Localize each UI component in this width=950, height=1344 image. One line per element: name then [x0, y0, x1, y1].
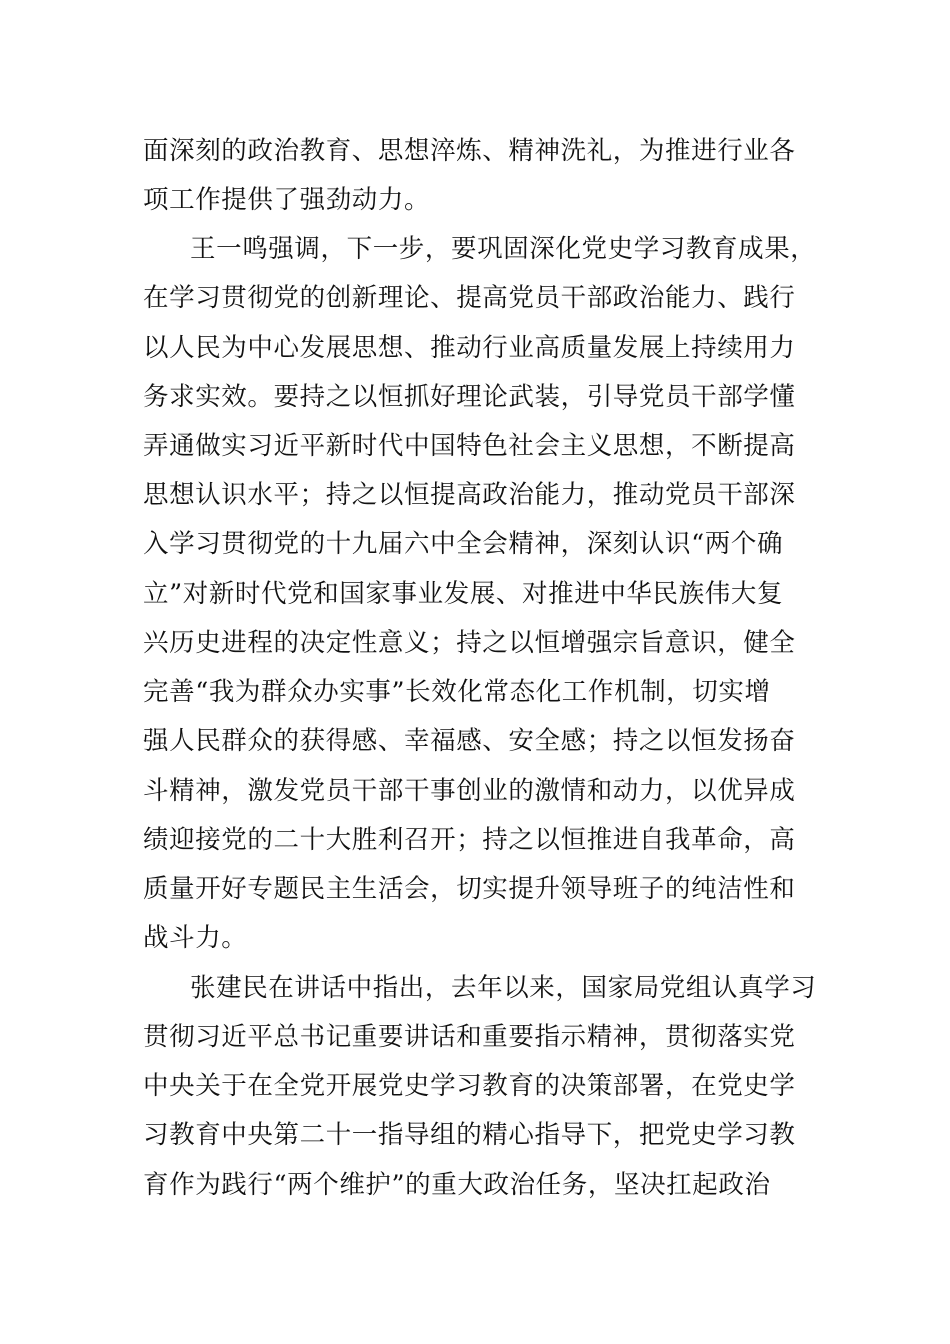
text-line: 在学习贯彻党的创新理论、提高党员干部政治能力、践行	[143, 283, 796, 313]
text-line: 项工作提供了强劲动力。	[143, 185, 431, 215]
text-line: 完善“我为群众办实事”长效化常态化工作机制，切实增	[143, 677, 771, 707]
text-line: 入学习贯彻党的十九届六中全会精神，深刻认识“两个确	[143, 529, 784, 559]
text-line: 中央关于在全党开展党史学习教育的决策部署，在党史学	[143, 1071, 796, 1101]
text-line: 习教育中央第二十一指导组的精心指导下，把党史学习教	[143, 1120, 796, 1150]
text-line: 强人民群众的获得感、幸福感、安全感；持之以恒发扬奋	[143, 726, 796, 756]
paragraph-start-line: 张建民在讲话中指出，去年以来，国家局党组认真学习	[190, 973, 817, 1003]
text-line: 贯彻习近平总书记重要讲话和重要指示精神，贯彻落实党	[143, 1022, 796, 1052]
text-line: 质量开好专题民主生活会，切实提升领导班子的纯洁性和	[143, 874, 796, 904]
text-line: 育作为践行“两个维护”的重大政治任务，坚决扛起政治	[143, 1170, 771, 1200]
text-line: 思想认识水平；持之以恒提高政治能力，推动党员干部深	[143, 480, 796, 510]
text-line: 务求实效。要持之以恒抓好理论武装，引导党员干部学懂	[143, 382, 796, 412]
text-line: 弄通做实习近平新时代中国特色社会主义思想，不断提高	[143, 431, 796, 461]
text-line: 斗精神，激发党员干部干事创业的激情和动力，以优异成	[143, 776, 796, 806]
paragraph-start-line: 王一鸣强调，下一步，要巩固深化党史学习教育成果，	[190, 234, 817, 264]
text-line: 面深刻的政治教育、思想淬炼、精神洗礼，为推进行业各	[143, 136, 796, 166]
text-line: 兴历史进程的决定性意义；持之以恒增强宗旨意识，健全	[143, 628, 796, 658]
text-line: 绩迎接党的二十大胜利召开；持之以恒推进自我革命，高	[143, 825, 796, 855]
text-line: 战斗力。	[143, 923, 248, 953]
text-line: 立”对新时代党和国家事业发展、对推进中华民族伟大复	[143, 579, 784, 609]
text-line: 以人民为中心发展思想、推动行业高质量发展上持续用力	[143, 333, 796, 363]
